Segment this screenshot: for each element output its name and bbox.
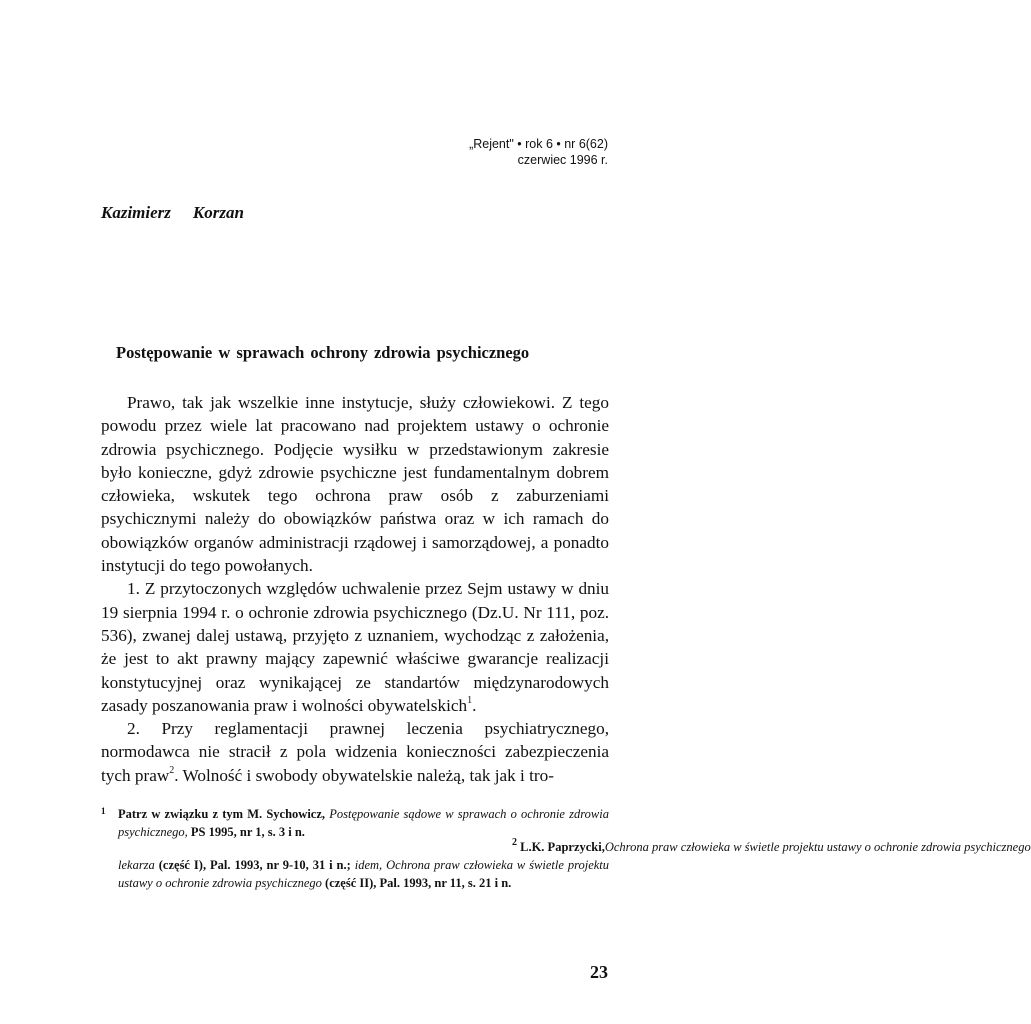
footnote-2-idem: idem, Ochrona praw człowieka w świetle projektu ustawy o ochronie zdrowia psychicznego [118,858,610,890]
footnote-2-title: Ochrona praw człowieka w świetle projektu ustawy o ochronie zdrowia psychicznego [604,840,1031,854]
footnote-1-tail: PS 1995, nr 1, s. 3 i n. [190,825,305,839]
author-first-name: Kazimierz [101,203,171,222]
footnote-2-cont2: (część I), Pal. 1993, nr 9-10, 31 i n.; [158,858,351,872]
paragraph-2-text-b: . Wolność i swobody obywatelskie należą, tak jak i tro- [174,765,554,785]
footnote-ref-1[interactable]: 1 [467,695,473,707]
article-title: Postępowanie w sprawach ochrony zdrowia psychicznego [116,343,530,362]
paragraph-1-text: 1. Z przytoczonych względów uchwalenie przez Sejm ustawy w dniu 19 sierpnia 1994 r. o ochronie zdrowia psychicznego (Dz.U. Nr 111, poz. 536), zwanej dalej ustawą, przyjęto z uznaniem, wychodząc z założenia, że jest to akt prawny mający zapewnić właściwe gwarancje realizacji konstytucyjnej oraz wynikającej ze standartów międzynarodowych zasady poszanowania praw i wolności obywatelskich [101,579,609,715]
footnote-1-number: 1 [101,806,106,816]
paragraph-2 [101,717,609,787]
footnote-2-continuation [118,856,609,892]
footnote-1-text [118,805,609,841]
footnote-ref-2[interactable]: 2 [169,765,175,777]
article-body [101,391,609,787]
footnote-2-start [512,838,1031,856]
footnote-1-title: Postępowanie sądowe w sprawach o ochronie zdrowia psychicznego, [118,807,609,839]
footnote-2-number: 2 [512,836,517,848]
journal-header-line1: „Rejent" • rok 6 • nr 6(62) [469,137,608,151]
author-last-name: Korzan [192,203,244,222]
footnote-2-tail: (część II), Pal. 1993, nr 11, s. 21 i n. [325,876,512,890]
journal-header-line2: czerwiec 1996 r. [517,153,608,167]
footnote-2-cont1: lekarza [118,858,155,872]
page-number: 23 [590,962,608,982]
paragraph-intro: Prawo, tak jak wszelkie inne instytucje, służy człowiekowi. Z tego powodu przez wiele lat pracowano nad projektem ustawy o ochronie zdrowia psychicznego. Podjęcie wysiłku w przedstawionym zakresie było konieczne, gdyż zdrowie psychiczne jest fundamentalnym dobrem człowieka, wskutek tego ochrona praw osób z zaburzeniami psychicznymi należy do obowiązków państwa oraz w ich ramach do obowiązków organów administracji rządowej i samorządowej, a ponadto instytucji do tego powołanych. [101,393,609,576]
paragraph-2-text-a: 2. Przy reglamentacji prawnej leczenia psychiatrycznego, normodawca nie stracił z pola widzenia konieczności zabezpieczenia tych praw [101,719,609,785]
footnote-1 [101,805,609,841]
footnote-1-author: Patrz w związku z tym M. Sychowicz, [118,807,326,821]
paragraph-1-end: . [472,695,477,715]
journal-header [469,136,608,168]
footnote-2-author: L.K. Paprzycki, [520,840,605,854]
paragraph-1 [101,577,609,717]
author-name [101,203,244,223]
